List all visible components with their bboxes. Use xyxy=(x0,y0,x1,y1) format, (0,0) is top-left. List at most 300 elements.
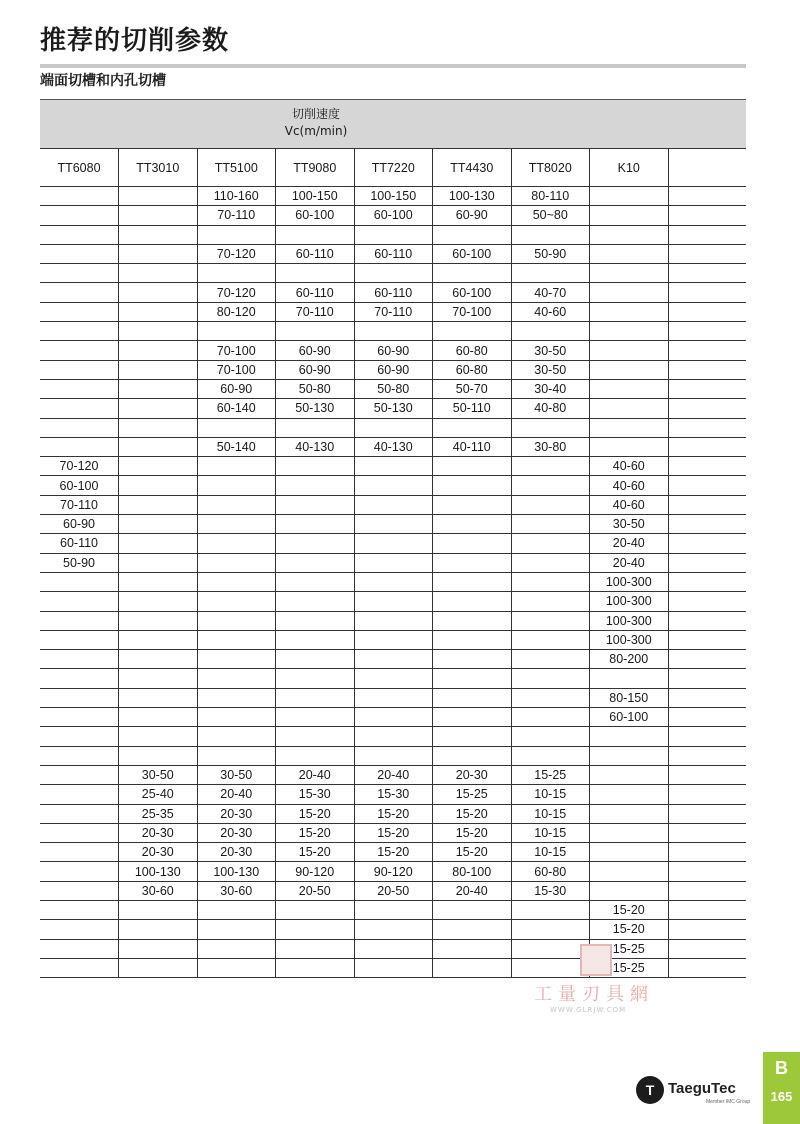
grade-header-k10: K10 xyxy=(590,149,669,187)
speed-cell xyxy=(433,746,512,765)
speed-cell: 40-60 xyxy=(590,495,669,514)
table-row xyxy=(40,360,746,379)
page-number: 165 xyxy=(770,1089,793,1104)
speed-cell xyxy=(354,920,433,939)
speed-cell xyxy=(354,457,433,476)
speed-cell xyxy=(40,823,119,842)
speed-cell xyxy=(511,611,590,630)
speed-cell xyxy=(40,572,119,591)
speed-cell xyxy=(119,206,198,225)
speed-cell xyxy=(276,572,355,591)
section-tab xyxy=(763,1052,800,1124)
speed-cell: 70-110 xyxy=(276,302,355,321)
speed-cell xyxy=(276,611,355,630)
speed-cell: 50-140 xyxy=(197,437,276,456)
speed-cell xyxy=(590,437,669,456)
speed-cell xyxy=(511,322,590,341)
speed-cell: 60-140 xyxy=(197,399,276,418)
speed-cell xyxy=(433,630,512,649)
table-row xyxy=(40,881,746,900)
speed-cell xyxy=(197,746,276,765)
speed-cell xyxy=(119,495,198,514)
speed-cell xyxy=(40,862,119,881)
speed-cell xyxy=(40,630,119,649)
speed-cell: 15-25 xyxy=(590,939,669,958)
cutting-speed-label xyxy=(276,106,356,140)
speed-cell xyxy=(119,302,198,321)
speed-cell: 30-50 xyxy=(119,765,198,784)
table-row xyxy=(40,264,746,283)
speed-cell xyxy=(119,379,198,398)
speed-cell xyxy=(433,592,512,611)
cutting-speed-table xyxy=(40,148,746,978)
speed-cell: 60-100 xyxy=(590,708,669,727)
speed-cell xyxy=(276,688,355,707)
speed-cell xyxy=(119,708,198,727)
speed-cell xyxy=(197,669,276,688)
speed-cell xyxy=(276,727,355,746)
speed-cell xyxy=(354,572,433,591)
speed-cell xyxy=(668,283,746,302)
grade-header-blank xyxy=(668,149,746,187)
table-row xyxy=(40,457,746,476)
speed-cell: 80-100 xyxy=(433,862,512,881)
grade-header-tt9080: TT9080 xyxy=(276,149,355,187)
speed-cell: 15-20 xyxy=(354,843,433,862)
speed-cell xyxy=(354,592,433,611)
speed-cell xyxy=(119,572,198,591)
speed-cell xyxy=(197,457,276,476)
speed-cell xyxy=(668,650,746,669)
speed-cell xyxy=(119,939,198,958)
speed-cell: 80-150 xyxy=(590,688,669,707)
speed-cell: 20-40 xyxy=(197,785,276,804)
speed-cell xyxy=(40,418,119,437)
speed-cell xyxy=(276,592,355,611)
speed-cell xyxy=(119,611,198,630)
speed-cell xyxy=(433,264,512,283)
speed-cell: 60-100 xyxy=(276,206,355,225)
speed-cell xyxy=(119,437,198,456)
speed-cell: 50-80 xyxy=(276,379,355,398)
speed-cell: 60-90 xyxy=(40,515,119,534)
speed-cell xyxy=(197,553,276,572)
speed-cell xyxy=(590,322,669,341)
speed-cell xyxy=(511,592,590,611)
speed-cell xyxy=(276,515,355,534)
speed-cell xyxy=(40,322,119,341)
speed-cell xyxy=(354,476,433,495)
speed-cell: 60-110 xyxy=(354,283,433,302)
speed-cell xyxy=(119,225,198,244)
speed-cell xyxy=(668,881,746,900)
speed-cell xyxy=(119,630,198,649)
speed-cell: 30-40 xyxy=(511,379,590,398)
speed-cell xyxy=(668,206,746,225)
speed-cell xyxy=(433,900,512,919)
speed-cell xyxy=(668,418,746,437)
speed-cell xyxy=(40,746,119,765)
speed-cell xyxy=(40,688,119,707)
speed-cell xyxy=(668,360,746,379)
speed-cell xyxy=(668,669,746,688)
speed-cell xyxy=(197,534,276,553)
table-row xyxy=(40,283,746,302)
table-row xyxy=(40,534,746,553)
brand-name: TaeguTec xyxy=(668,1080,736,1097)
speed-cell xyxy=(354,939,433,958)
speed-cell xyxy=(354,958,433,977)
table-row xyxy=(40,418,746,437)
speed-cell: 100-300 xyxy=(590,572,669,591)
speed-cell: 110-160 xyxy=(197,187,276,206)
taegutec-mark-icon: T xyxy=(636,1076,664,1104)
speed-cell xyxy=(354,900,433,919)
speed-cell: 30-60 xyxy=(197,881,276,900)
table-row xyxy=(40,437,746,456)
speed-cell xyxy=(197,650,276,669)
speed-cell xyxy=(40,881,119,900)
speed-cell xyxy=(590,804,669,823)
table-row xyxy=(40,669,746,688)
speed-cell xyxy=(668,611,746,630)
speed-cell: 10-15 xyxy=(511,785,590,804)
speed-cell xyxy=(433,476,512,495)
speed-cell xyxy=(511,515,590,534)
speed-cell xyxy=(119,688,198,707)
speed-cell xyxy=(433,708,512,727)
table-row xyxy=(40,746,746,765)
speed-cell: 100-130 xyxy=(433,187,512,206)
table-row xyxy=(40,765,746,784)
speed-cell xyxy=(197,920,276,939)
speed-cell xyxy=(590,360,669,379)
speed-cell xyxy=(119,553,198,572)
speed-cell xyxy=(40,611,119,630)
speed-cell xyxy=(197,592,276,611)
speed-cell: 60-90 xyxy=(354,341,433,360)
speed-cell xyxy=(276,495,355,514)
speed-cell: 70-120 xyxy=(197,244,276,263)
speed-cell xyxy=(40,341,119,360)
speed-cell: 70-100 xyxy=(433,302,512,321)
speed-cell xyxy=(433,650,512,669)
speed-cell xyxy=(668,572,746,591)
speed-cell xyxy=(433,495,512,514)
speed-cell xyxy=(668,765,746,784)
speed-cell xyxy=(40,708,119,727)
speed-cell xyxy=(433,920,512,939)
cutting-speed-label-cn: 切削速度 xyxy=(291,107,340,121)
speed-cell xyxy=(40,650,119,669)
speed-cell xyxy=(40,225,119,244)
table-row xyxy=(40,900,746,919)
watermark-text: 工量刃具網 xyxy=(534,984,654,1005)
speed-cell xyxy=(119,283,198,302)
speed-cell xyxy=(590,341,669,360)
table-row xyxy=(40,688,746,707)
speed-cell xyxy=(511,476,590,495)
speed-cell: 70-100 xyxy=(197,360,276,379)
speed-cell: 20-30 xyxy=(433,765,512,784)
speed-cell xyxy=(197,264,276,283)
speed-cell: 20-40 xyxy=(433,881,512,900)
brand-logo xyxy=(636,1072,756,1112)
speed-cell: 100-300 xyxy=(590,630,669,649)
speed-cell xyxy=(590,669,669,688)
speed-cell xyxy=(40,302,119,321)
speed-cell: 15-20 xyxy=(433,823,512,842)
speed-cell xyxy=(119,360,198,379)
speed-cell xyxy=(276,476,355,495)
speed-cell: 30-50 xyxy=(197,765,276,784)
speed-cell xyxy=(354,708,433,727)
speed-cell xyxy=(668,785,746,804)
speed-cell xyxy=(433,669,512,688)
speed-cell xyxy=(668,804,746,823)
section-letter: B xyxy=(775,1058,788,1078)
speed-cell: 50-130 xyxy=(354,399,433,418)
speed-cell xyxy=(119,650,198,669)
table-row xyxy=(40,862,746,881)
speed-cell xyxy=(511,225,590,244)
speed-cell: 50-80 xyxy=(354,379,433,398)
speed-cell: 40-60 xyxy=(590,457,669,476)
speed-cell: 50~80 xyxy=(511,206,590,225)
watermark-url: WWW.GLRJW.COM xyxy=(550,1006,627,1014)
speed-cell xyxy=(40,669,119,688)
speed-cell: 100-150 xyxy=(354,187,433,206)
speed-cell xyxy=(276,939,355,958)
speed-cell xyxy=(354,553,433,572)
speed-cell xyxy=(119,534,198,553)
speed-cell xyxy=(433,515,512,534)
speed-cell: 60-90 xyxy=(276,360,355,379)
speed-cell xyxy=(590,283,669,302)
speed-cell: 15-20 xyxy=(433,843,512,862)
table-row xyxy=(40,399,746,418)
speed-cell xyxy=(433,418,512,437)
speed-cell xyxy=(197,225,276,244)
speed-cell xyxy=(354,650,433,669)
table-row xyxy=(40,476,746,495)
speed-cell: 15-25 xyxy=(511,765,590,784)
speed-cell: 10-15 xyxy=(511,804,590,823)
speed-cell xyxy=(668,341,746,360)
speed-cell xyxy=(40,939,119,958)
speed-cell xyxy=(197,322,276,341)
speed-cell xyxy=(590,727,669,746)
speed-cell xyxy=(40,360,119,379)
speed-cell xyxy=(433,958,512,977)
speed-cell xyxy=(668,900,746,919)
speed-cell xyxy=(354,495,433,514)
speed-cell xyxy=(119,264,198,283)
speed-cell: 50-70 xyxy=(433,379,512,398)
speed-cell xyxy=(276,457,355,476)
speed-cell xyxy=(354,515,433,534)
speed-cell xyxy=(668,457,746,476)
table-row xyxy=(40,572,746,591)
speed-cell xyxy=(590,418,669,437)
table-row xyxy=(40,630,746,649)
speed-cell xyxy=(668,727,746,746)
speed-cell xyxy=(40,264,119,283)
speed-cell: 60-110 xyxy=(354,244,433,263)
speed-cell xyxy=(590,187,669,206)
speed-cell xyxy=(433,322,512,341)
speed-cell: 15-30 xyxy=(354,785,433,804)
speed-cell xyxy=(511,746,590,765)
speed-cell: 15-20 xyxy=(276,804,355,823)
speed-cell xyxy=(668,322,746,341)
speed-cell xyxy=(197,900,276,919)
speed-cell xyxy=(40,804,119,823)
speed-cell xyxy=(511,553,590,572)
table-row xyxy=(40,823,746,842)
table-row xyxy=(40,592,746,611)
speed-cell xyxy=(276,322,355,341)
speed-cell: 100-130 xyxy=(119,862,198,881)
brand-subtitle: Member IMC Group xyxy=(706,1099,751,1105)
speed-cell xyxy=(590,765,669,784)
table-row xyxy=(40,785,746,804)
speed-cell xyxy=(511,727,590,746)
speed-cell: 30-50 xyxy=(590,515,669,534)
speed-cell: 20-40 xyxy=(276,765,355,784)
speed-cell xyxy=(119,746,198,765)
table-row xyxy=(40,727,746,746)
speed-cell xyxy=(433,939,512,958)
speed-cell xyxy=(511,920,590,939)
speed-cell xyxy=(354,669,433,688)
speed-cell xyxy=(511,534,590,553)
speed-cell xyxy=(511,900,590,919)
speed-cell xyxy=(197,495,276,514)
speed-cell xyxy=(119,457,198,476)
speed-cell: 40-130 xyxy=(354,437,433,456)
speed-cell xyxy=(40,379,119,398)
speed-cell: 20-30 xyxy=(197,804,276,823)
speed-cell xyxy=(668,244,746,263)
speed-cell xyxy=(354,611,433,630)
speed-cell xyxy=(40,244,119,263)
speed-cell: 40-60 xyxy=(511,302,590,321)
speed-cell: 15-30 xyxy=(511,881,590,900)
speed-cell: 20-40 xyxy=(354,765,433,784)
speed-cell xyxy=(668,862,746,881)
speed-cell xyxy=(511,264,590,283)
speed-cell xyxy=(276,630,355,649)
table-row xyxy=(40,244,746,263)
speed-cell xyxy=(433,225,512,244)
speed-cell xyxy=(590,823,669,842)
watermark-logo-icon xyxy=(580,944,612,976)
speed-cell xyxy=(511,418,590,437)
speed-cell xyxy=(354,418,433,437)
speed-cell: 100-300 xyxy=(590,611,669,630)
speed-cell: 15-20 xyxy=(276,843,355,862)
speed-cell xyxy=(511,495,590,514)
grade-header-tt8020: TT8020 xyxy=(511,149,590,187)
speed-cell xyxy=(668,630,746,649)
page-title: 推荐的切削参数 xyxy=(40,26,230,56)
speed-cell: 100-150 xyxy=(276,187,355,206)
speed-cell xyxy=(276,708,355,727)
speed-cell xyxy=(119,515,198,534)
speed-cell xyxy=(119,244,198,263)
speed-cell xyxy=(119,187,198,206)
speed-cell: 60-100 xyxy=(354,206,433,225)
speed-cell xyxy=(119,900,198,919)
speed-cell xyxy=(197,727,276,746)
table-row xyxy=(40,553,746,572)
speed-cell: 80-120 xyxy=(197,302,276,321)
speed-cell: 10-15 xyxy=(511,823,590,842)
grade-header-tt6080: TT6080 xyxy=(40,149,119,187)
speed-cell: 20-30 xyxy=(197,823,276,842)
speed-cell xyxy=(511,669,590,688)
speed-cell xyxy=(40,206,119,225)
speed-cell xyxy=(590,862,669,881)
speed-cell: 15-30 xyxy=(276,785,355,804)
speed-cell xyxy=(119,592,198,611)
table-row xyxy=(40,206,746,225)
speed-cell: 90-120 xyxy=(354,862,433,881)
speed-cell: 10-15 xyxy=(511,843,590,862)
speed-cell: 15-25 xyxy=(433,785,512,804)
speed-cell xyxy=(668,515,746,534)
speed-cell xyxy=(590,379,669,398)
speed-cell: 60-110 xyxy=(276,244,355,263)
speed-cell xyxy=(197,939,276,958)
speed-cell: 60-90 xyxy=(276,341,355,360)
speed-cell: 20-40 xyxy=(590,553,669,572)
speed-cell: 15-20 xyxy=(354,804,433,823)
speed-cell xyxy=(668,495,746,514)
speed-cell xyxy=(433,688,512,707)
title-divider xyxy=(40,64,746,68)
speed-cell xyxy=(668,823,746,842)
speed-cell xyxy=(40,592,119,611)
speed-cell: 70-110 xyxy=(354,302,433,321)
speed-cell xyxy=(40,785,119,804)
speed-cell: 70-110 xyxy=(197,206,276,225)
speed-cell xyxy=(354,746,433,765)
speed-cell xyxy=(197,572,276,591)
speed-cell xyxy=(668,534,746,553)
speed-cell xyxy=(119,669,198,688)
speed-cell: 70-120 xyxy=(197,283,276,302)
speed-cell xyxy=(668,437,746,456)
speed-cell: 25-35 xyxy=(119,804,198,823)
table-row xyxy=(40,225,746,244)
speed-cell xyxy=(40,437,119,456)
speed-cell: 40-130 xyxy=(276,437,355,456)
grade-header-row xyxy=(40,149,746,187)
grade-header-tt7220: TT7220 xyxy=(354,149,433,187)
speed-cell: 50-90 xyxy=(511,244,590,263)
speed-cell xyxy=(668,592,746,611)
speed-cell xyxy=(354,225,433,244)
grade-header-tt3010: TT3010 xyxy=(119,149,198,187)
speed-cell xyxy=(276,920,355,939)
speed-cell: 20-30 xyxy=(119,823,198,842)
speed-cell xyxy=(590,244,669,263)
speed-cell xyxy=(511,457,590,476)
speed-cell xyxy=(354,727,433,746)
speed-cell xyxy=(668,399,746,418)
